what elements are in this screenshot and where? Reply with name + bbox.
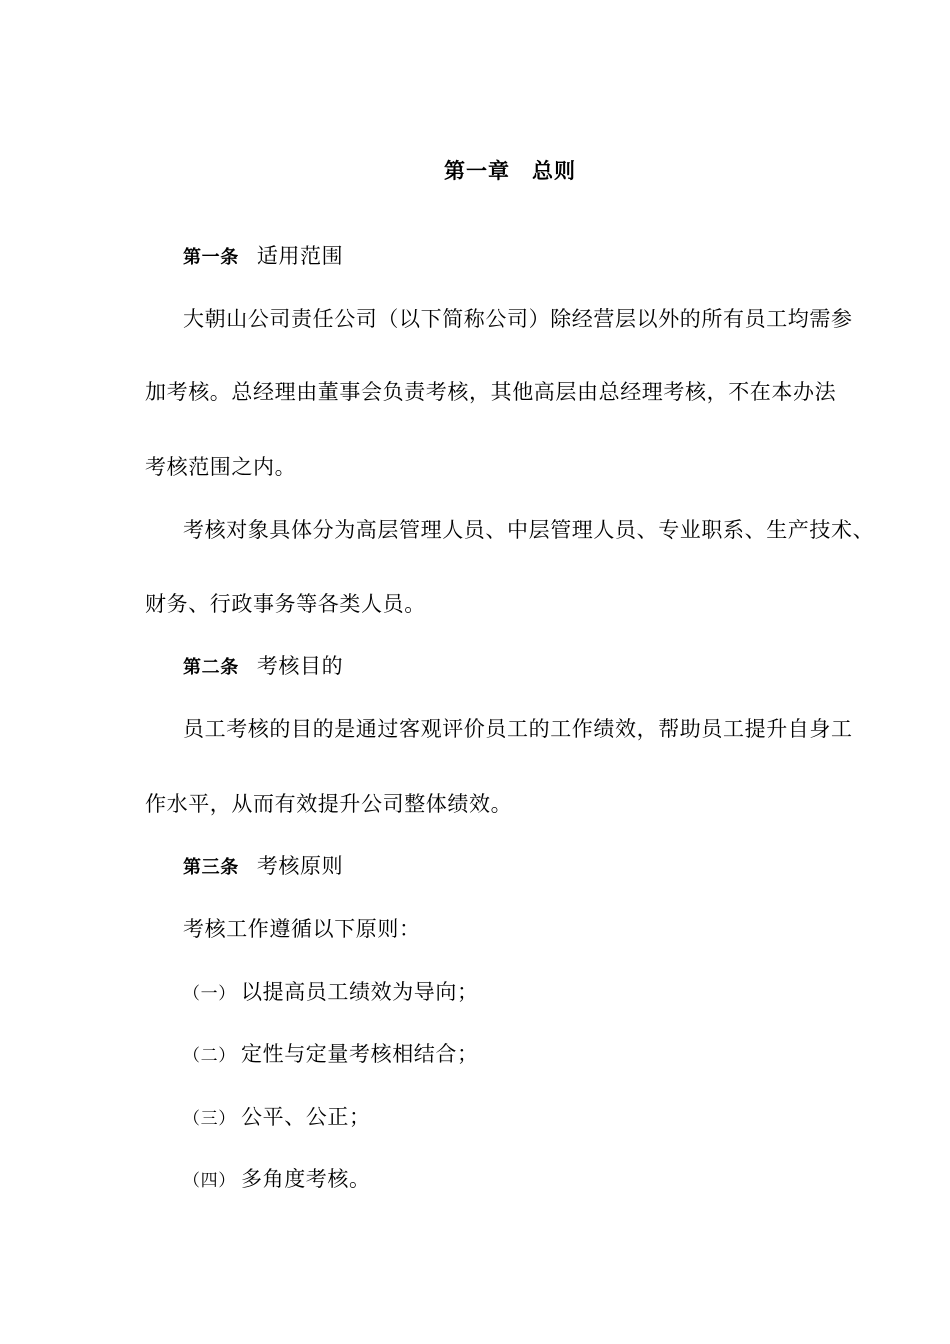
paragraph-line: 作水平，从而有效提升公司整体绩效。 [145,792,513,816]
article-number: 第三条 [183,857,239,878]
list-text: 公平、公正； [241,1105,371,1129]
list-item [183,1040,479,1070]
article-name: 考核目的 [256,654,344,678]
article-name: 考核原则 [256,854,344,878]
list-item [183,1165,371,1195]
paragraph-line: 考核范围之内。 [145,455,297,479]
article-number: 第一条 [183,247,239,268]
list-text: 以提高员工绩效为导向； [241,980,479,1004]
list-text: 多角度考核。 [241,1167,371,1191]
article-number: 第二条 [183,657,239,678]
chapter-title: 第一章 总则 [444,158,576,183]
paragraph-line: 考核工作遵循以下原则： [183,917,421,941]
list-marker: （四） [183,1171,236,1191]
paragraph-line: 考核对象具体分为高层管理人员、中层管理人员、专业职系、生产技术、 [183,518,875,542]
list-marker: （三） [183,1109,236,1129]
list-marker: （一） [183,984,236,1004]
paragraph-line: 员工考核的目的是通过客观评价员工的工作绩效，帮助员工提升自身工 [183,717,853,741]
paragraph-line: 大朝山公司责任公司（以下简称公司）除经营层以外的所有员工均需参 [183,307,853,331]
paragraph-line: 财务、行政事务等各类人员。 [145,592,426,616]
article-heading-2 [183,652,343,682]
article-heading-1 [183,242,343,272]
list-item [183,1103,371,1133]
list-marker: （二） [183,1046,236,1066]
list-text: 定性与定量考核相结合； [241,1042,479,1066]
article-heading-3 [183,852,343,882]
paragraph-line: 加考核。总经理由董事会负责考核，其他高层由总经理考核，不在本办法 [145,380,837,404]
list-item [183,978,479,1008]
article-name: 适用范围 [256,244,344,268]
